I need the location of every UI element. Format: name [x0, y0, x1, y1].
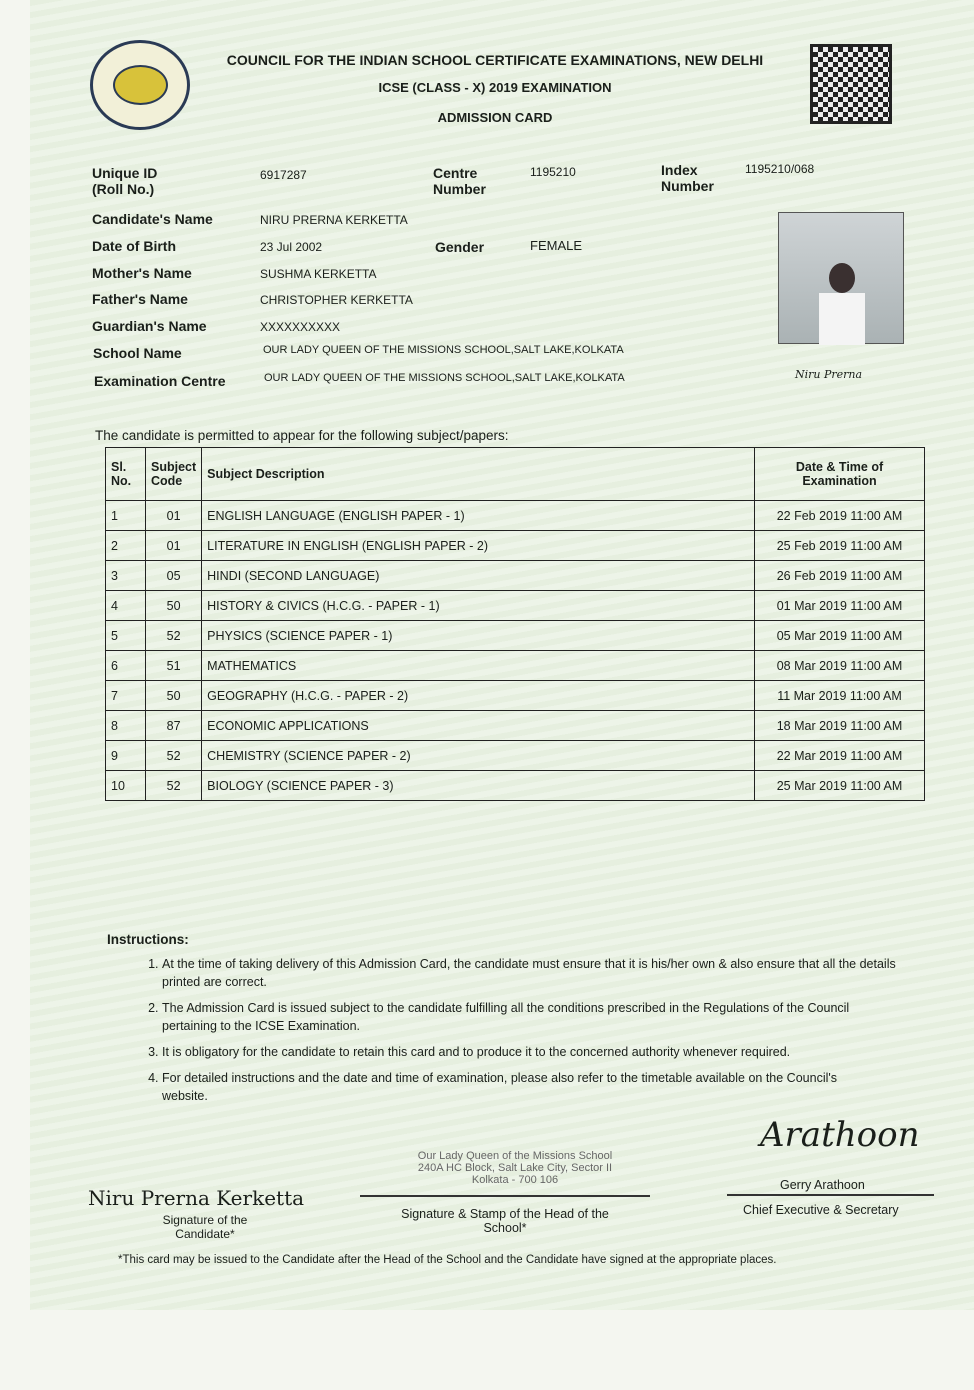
- table-row: [106, 561, 925, 591]
- index-number: 1195210/068: [745, 162, 815, 176]
- row-date: 08 Mar 2019 11:00 AM: [755, 651, 925, 681]
- officer-name: Gerry Arathoon: [780, 1178, 865, 1192]
- index-label: Index Number: [661, 162, 714, 194]
- instructions: [107, 932, 897, 1113]
- guardian-name: XXXXXXXXXX: [260, 320, 341, 334]
- table-row: [106, 681, 925, 711]
- row-code: 05: [146, 561, 202, 591]
- row-code: 87: [146, 711, 202, 741]
- instructions-title: Instructions:: [107, 932, 189, 947]
- father-label: Father's Name: [92, 291, 188, 307]
- instruction-item: 1. At the time of taking delivery of this Admission Card, the candidate must ensure that it is his/her own & also ensure that all the details printed are correct.: [162, 955, 897, 991]
- row-sl: 7: [106, 681, 146, 711]
- school-stamp: Our Lady Queen of the Missions School 240A HC Block, Salt Lake City, Sector II Kolkata - 700 106: [417, 1150, 613, 1186]
- row-date: 25 Mar 2019 11:00 AM: [755, 771, 925, 801]
- gender: FEMALE: [530, 238, 583, 253]
- table-row: [106, 621, 925, 651]
- mother-label: Mother's Name: [92, 265, 192, 281]
- row-sl: 4: [106, 591, 146, 621]
- guardian-label: Guardian's Name: [92, 318, 207, 334]
- row-code: 01: [146, 531, 202, 561]
- dob-label: Date of Birth: [92, 238, 176, 254]
- instruction-item: 3. It is obligatory for the candidate to retain this card and to produce it to the concerned authority whenever required.: [162, 1043, 897, 1061]
- footnote: *This card may be issued to the Candidate after the Head of the School and the Candidate have signed at the appropriate places.: [118, 1254, 777, 1266]
- candidate-signature-label: Signature of the Candidate*: [162, 1213, 248, 1241]
- officer-signature-line: [727, 1194, 934, 1196]
- row-sl: 3: [106, 561, 146, 591]
- exam-title: ICSE (CLASS - X) 2019 EXAMINATION: [378, 80, 612, 95]
- row-code: 52: [146, 771, 202, 801]
- row-code: 52: [146, 741, 202, 771]
- centre-label: Centre Number: [433, 165, 486, 197]
- instruction-item: 4. For detailed instructions and the date and time of examination, please also refer to the timetable available on the Council's website.: [162, 1069, 882, 1105]
- qr-code: [810, 44, 892, 124]
- school-name: OUR LADY QUEEN OF THE MISSIONS SCHOOL,SALT LAKE,KOLKATA: [263, 344, 624, 356]
- row-date: 01 Mar 2019 11:00 AM: [755, 591, 925, 621]
- table-row: [106, 771, 925, 801]
- row-code: 51: [146, 651, 202, 681]
- instruction-item: 2. The Admission Card is issued subject to the candidate fulfilling all the conditions prescribed in the Regulations of the Council pertaining to the ICSE Examination.: [162, 999, 897, 1035]
- row-desc: CHEMISTRY (SCIENCE PAPER - 2): [202, 741, 755, 771]
- council-logo: [90, 40, 190, 130]
- row-date: 11 Mar 2019 11:00 AM: [755, 681, 925, 711]
- col-sl: Sl. No.: [106, 448, 146, 501]
- row-sl: 2: [106, 531, 146, 561]
- row-desc: HISTORY & CIVICS (H.C.G. - PAPER - 1): [202, 591, 755, 621]
- row-desc: LITERATURE IN ENGLISH (ENGLISH PAPER - 2): [202, 531, 755, 561]
- table-row: [106, 711, 925, 741]
- centre-number: 1195210: [530, 165, 576, 179]
- table-row: [106, 531, 925, 561]
- row-date: 22 Mar 2019 11:00 AM: [755, 741, 925, 771]
- exam-centre-name: OUR LADY QUEEN OF THE MISSIONS SCHOOL,SALT LAKE,KOLKATA: [264, 372, 625, 384]
- father-name: CHRISTOPHER KERKETTA: [260, 293, 413, 307]
- row-date: 22 Feb 2019 11:00 AM: [755, 501, 925, 531]
- head-signature-label: Signature & Stamp of the Head of the School*: [401, 1207, 609, 1235]
- row-code: 50: [146, 591, 202, 621]
- row-desc: BIOLOGY (SCIENCE PAPER - 3): [202, 771, 755, 801]
- row-date: 26 Feb 2019 11:00 AM: [755, 561, 925, 591]
- dob: 23 Jul 2002: [260, 240, 323, 254]
- row-desc: ENGLISH LANGUAGE (ENGLISH PAPER - 1): [202, 501, 755, 531]
- row-date: 18 Mar 2019 11:00 AM: [755, 711, 925, 741]
- row-sl: 9: [106, 741, 146, 771]
- table-row: [106, 591, 925, 621]
- council-name: COUNCIL FOR THE INDIAN SCHOOL CERTIFICATE EXAMINATIONS, NEW DELHI: [226, 52, 764, 68]
- col-date: Date & Time of Examination: [755, 448, 925, 501]
- name-label: Candidate's Name: [92, 211, 213, 227]
- row-date: 05 Mar 2019 11:00 AM: [755, 621, 925, 651]
- school-label: School Name: [93, 345, 182, 361]
- unique-id-label: Unique ID (Roll No.): [92, 165, 158, 197]
- candidate-signature: Niru Prerna Kerketta: [88, 1186, 305, 1210]
- row-code: 01: [146, 501, 202, 531]
- mother-name: SUSHMA KERKETTA: [260, 267, 377, 281]
- officer-title: Chief Executive & Secretary: [743, 1203, 899, 1217]
- row-sl: 5: [106, 621, 146, 651]
- subjects-table: [105, 447, 925, 801]
- row-sl: 6: [106, 651, 146, 681]
- head-signature-line: [360, 1195, 650, 1197]
- permit-text: The candidate is permitted to appear for the following subject/papers:: [95, 428, 509, 443]
- table-row: [106, 741, 925, 771]
- row-sl: 1: [106, 501, 146, 531]
- photo-signature: Niru Prerna: [795, 368, 863, 381]
- col-code: Subject Code: [146, 448, 202, 501]
- candidate-name: NIRU PRERNA KERKETTA: [260, 213, 408, 227]
- row-desc: GEOGRAPHY (H.C.G. - PAPER - 2): [202, 681, 755, 711]
- candidate-photo: [778, 212, 904, 344]
- row-desc: MATHEMATICS: [202, 651, 755, 681]
- row-desc: PHYSICS (SCIENCE PAPER - 1): [202, 621, 755, 651]
- row-date: 25 Feb 2019 11:00 AM: [755, 531, 925, 561]
- gender-label: Gender: [435, 239, 485, 255]
- row-sl: 10: [106, 771, 146, 801]
- unique-id: 6917287: [260, 168, 307, 182]
- row-sl: 8: [106, 711, 146, 741]
- card-title: ADMISSION CARD: [437, 110, 553, 125]
- col-desc: Subject Description: [202, 448, 755, 501]
- row-desc: HINDI (SECOND LANGUAGE): [202, 561, 755, 591]
- exam-centre-label: Examination Centre: [94, 373, 226, 389]
- row-code: 52: [146, 621, 202, 651]
- table-row: [106, 651, 925, 681]
- table-row: [106, 501, 925, 531]
- row-desc: ECONOMIC APPLICATIONS: [202, 711, 755, 741]
- officer-signature: Arathoon: [760, 1115, 920, 1155]
- row-code: 50: [146, 681, 202, 711]
